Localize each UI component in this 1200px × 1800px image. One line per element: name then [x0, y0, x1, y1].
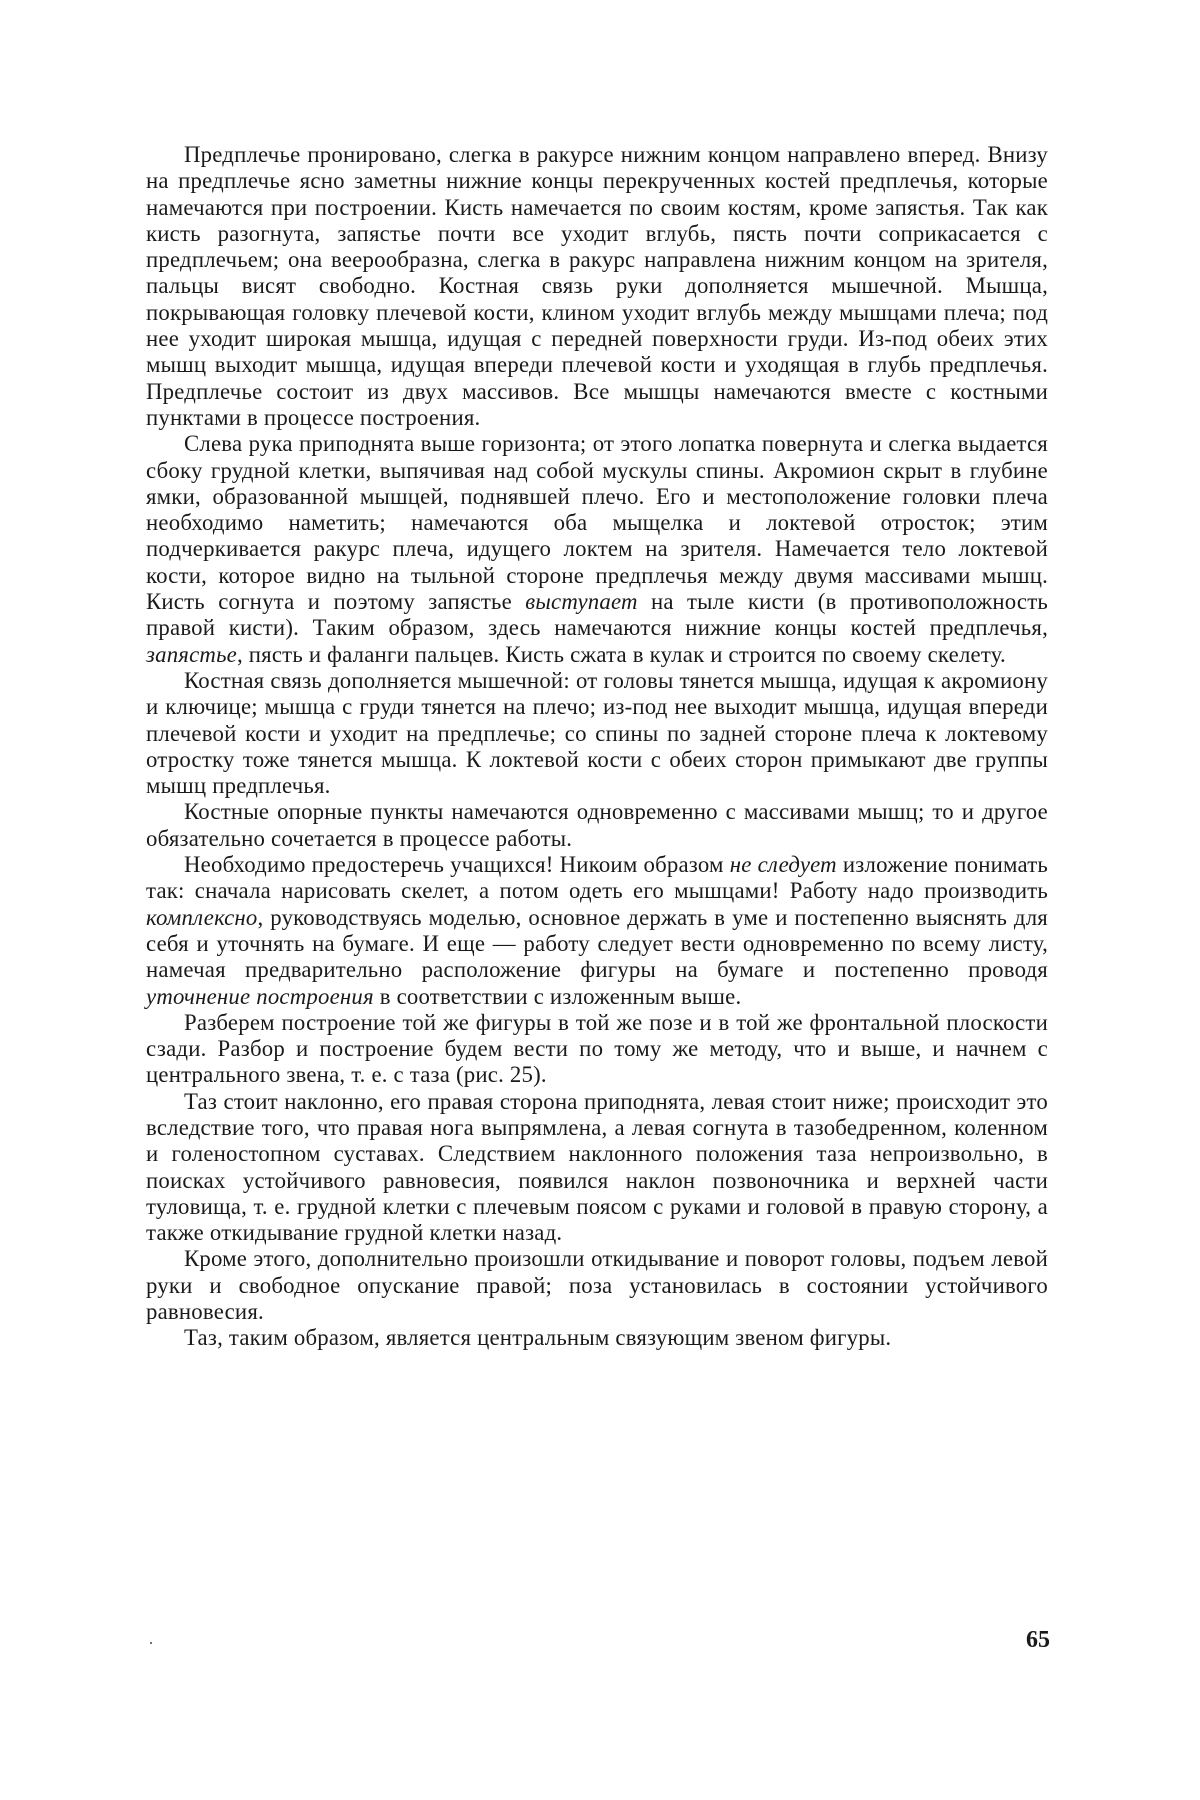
paragraph-2-text-b: на тыле кисти (в противоположность правой кисти). Таким образом, здесь намечаются нижние концы костей предплечья,	[146, 589, 1048, 641]
paragraph-4	[146, 799, 1048, 852]
paragraph-7-text: Таз стоит наклонно, его правая сторона приподнята, левая стоит ниже; происходит это вследствие того, что правая нога выпрямлена, а левая согнута в тазобедренном, коленном и голеностопном суставах. Следствием наклонного положения таза непроизвольно, в поисках устойчивого равновесия, появился наклон позвоночника и верхней части туловища, т. е. грудной клетки с плечевым поясом с руками и головой в правую сторону, а также откидывание грудной клетки назад.	[146, 1088, 1048, 1246]
paragraph-1-text: Предплечье пронировано, слегка в ракурсе нижним концом направлено вперед. Внизу на предплечье ясно заметны нижние концы перекрученных костей предплечья, которые намечаются при построении. Кисть намечается по своим костям, кроме запястья. Так как кисть разогнута, запястье почти все уходит вглубь, пясть почти соприкасается с предплечьем; она веерообразна, слегка в ракурс направлена нижним концом на зрителя, пальцы висят свободно. Костная связь руки дополняется мышечной. Мышца, покрывающая головку плечевой кости, клином уходит вглубь между мышцами плеча; под нее уходит широкая мышца, идущая с передней поверхности груди. Из-под обеих этих мышц выходит мышца, идущая впереди плечевой кости и уходящая в глубь предплечья. Предплечье состоит из двух массивов. Все мышцы намечаются вместе с костными пунктами в процессе построения.	[146, 142, 1048, 430]
scan-speck	[150, 1642, 152, 1644]
paragraph-5-text-a: Необходимо предостеречь учащихся! Никоим образом	[184, 852, 730, 878]
paragraph-9	[146, 1325, 1048, 1351]
paragraph-6	[146, 1010, 1048, 1089]
paragraph-2-italic-b: запястье	[146, 641, 237, 667]
paragraph-4-text: Костные опорные пункты намечаются одновременно с массивами мышц; то и другое обязательно сочетается в процессе работы.	[146, 799, 1048, 851]
paragraph-2-italic-a: выступает	[525, 589, 638, 615]
page-number: 65	[1026, 1627, 1050, 1653]
paragraph-8-text: Кроме этого, дополнительно произошли откидывание и поворот головы, подъем левой руки и свободное опускание правой; поза установилась в состоянии устойчивого равновесия.	[146, 1246, 1048, 1325]
paragraph-9-text: Таз, таким образом, является центральным связующим звеном фигуры.	[184, 1325, 892, 1351]
paragraph-3-text: Костная связь дополняется мышечной: от головы тянется мышца, идущая к акромиону и ключице; мышца с груди тянется на плечо; из-под нее выходит мышца, идущая впереди плечевой кости и уходит на предплечье; со спины по задней стороне плеча к локтевому отростку тоже тянется мышца. К локтевой кости с обеих сторон примыкают две группы мышц предплечья.	[146, 667, 1048, 799]
paragraph-2-text-a: Слева рука приподнята выше горизонта; от этого лопатка повернута и слегка выдается сбоку грудной клетки, выпячивая над собой мускулы спины. Акромион скрыт в глубине ямки, образованной мышцей, поднявшей плечо. Его и местоположение головки плеча необходимо наметить; намечаются оба мыщелка и локтевой отросток; этим подчеркивается ракурс плеча, идущего локтем на зрителя. Намечается тело локтевой кости, которое видно на тыльной стороне предплечья между двумя массивами мышц. Кисть согнута и поэтому запястье	[146, 431, 1048, 615]
paragraph-8	[146, 1246, 1048, 1325]
paragraph-3	[146, 668, 1048, 799]
paragraph-5-text-c: , руководствуясь моделью, основное держать в уме и постепенно выяснять для себя и уточнять на бумаге. И еще — работу следует вести одновременно по всему листу, намечая предварительно расположение фигуры на бумаге и постепенно проводя	[146, 904, 1048, 983]
paragraph-2	[146, 431, 1048, 668]
paragraph-5-italic-b: комплексно	[146, 904, 258, 930]
paragraph-1	[146, 142, 1048, 431]
paragraph-7	[146, 1089, 1048, 1247]
paragraph-5-text-d: в соответствии с изложенным выше.	[373, 983, 742, 1009]
paragraph-5-text-b: изложение понимать так: сначала нарисовать скелет, а потом одеть его мышцами! Работу надо производить	[146, 852, 1048, 904]
document-body	[146, 142, 1048, 1352]
paragraph-5-italic-c: уточнение построения	[146, 983, 374, 1009]
paragraph-5-italic-a: не следует	[729, 852, 837, 878]
paragraph-2-text-c: , пясть и фаланги пальцев. Кисть сжата в кулак и строится по своему скелету.	[236, 641, 1006, 667]
paragraph-5	[146, 852, 1048, 1010]
paragraph-6-text: Разберем построение той же фигуры в той же позе и в той же фронтальной плоскости сзади. Разбор и построение будем вести по тому же методу, что и выше, и начнем с центрального звена, т. е. с таза (рис. 25).	[146, 1009, 1048, 1088]
